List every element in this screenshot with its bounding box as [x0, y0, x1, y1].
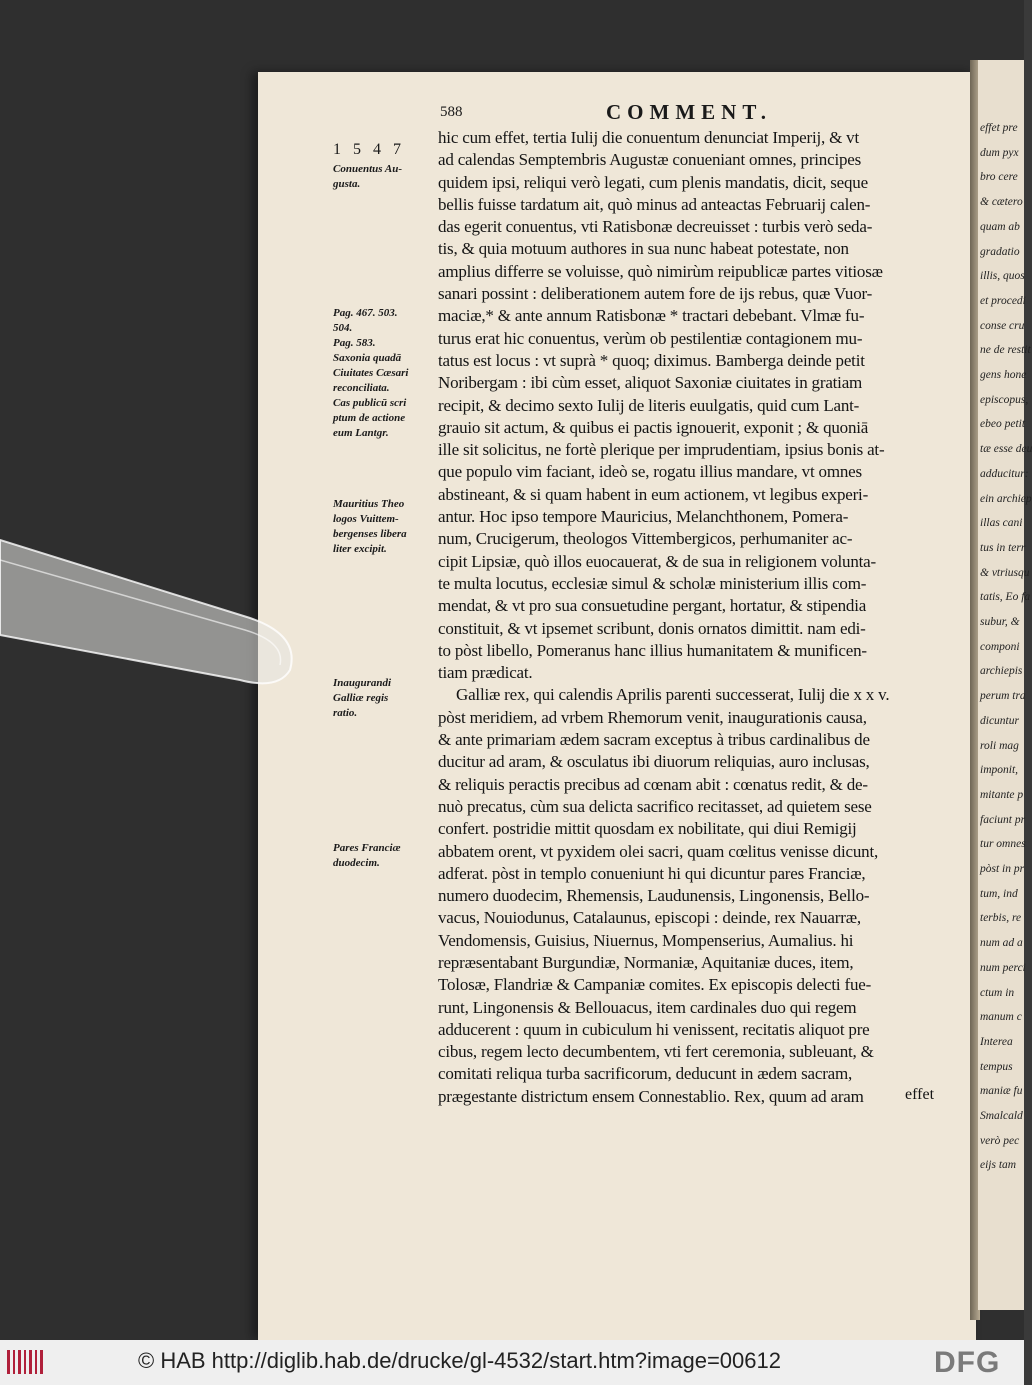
- facing-page-line: adducitur:: [980, 467, 1029, 480]
- facing-page-line: conse cru: [980, 319, 1025, 332]
- text-line: runt, Lingonensis & Bellouacus, item cardinales duo qui regem: [438, 997, 857, 1017]
- pointer-tool-image: [0, 540, 300, 690]
- footer-bar: [0, 1340, 1024, 1385]
- facing-page-line: imponit,: [980, 764, 1019, 777]
- facing-page: [978, 60, 1032, 1310]
- facing-page-line: dicuntur: [980, 714, 1019, 727]
- margin-note-1: [333, 162, 433, 192]
- text-line: quidem ipsi, reliqui verò legati, cum plenis mandatis, dicit, seque: [438, 172, 868, 192]
- text-line: maciæ,* & ante annum Ratisbonæ * tractari debebant. Vlmæ fu-: [438, 306, 865, 326]
- margin-note-5: [333, 841, 433, 871]
- facing-page-line: eijs tam: [980, 1159, 1017, 1172]
- text-line: tis, & quia motuum authores in sua nunc habeat potestate, non: [438, 239, 849, 259]
- facing-page-line: mitante p: [980, 788, 1024, 801]
- facing-page-line: verò pec: [980, 1134, 1020, 1147]
- margin-note-line: Saxonia quadā: [333, 352, 402, 364]
- text-line: & ante primariam ædem sacram exceptus à tribus cardinalibus de: [438, 730, 870, 750]
- facing-page-line: tur omnes: [980, 838, 1026, 851]
- text-line: nuò precatus, cùm sua delicta sacrifico recitasset, ad quietem sese: [438, 796, 872, 816]
- text-line: prægestante districtum ensem Connestablio. Rex, quum ad aram: [438, 1086, 864, 1106]
- text-line: Galliæ rex, qui calendis Aprilis parenti successerat, Iulij die x x v.: [456, 685, 890, 705]
- text-line: vacus, Nouiodunus, Catalaunus, episcopi : deinde, rex Nauarræ,: [438, 908, 861, 928]
- text-line: ducitur ad aram, & osculatus ibi diuorum reliquias, auro inclusas,: [438, 752, 870, 772]
- text-line: tatus est locus : vt suprà * quoq; diximus. Bamberga deinde petit: [438, 350, 865, 370]
- text-line: repræsentabant Burgundiæ, Normaniæ, Aquitaniæ duces, item,: [438, 952, 854, 972]
- text-line: grauio sit actum, & quibus ei pactis ignouerit, exponit ; & quoniā: [438, 417, 869, 437]
- facing-page-line: & vtriusqu: [980, 566, 1030, 579]
- text-line: antur. Hoc ipso tempore Mauricius, Melanchthonem, Pomera-: [438, 507, 849, 527]
- margin-year: 1547: [333, 141, 413, 158]
- facing-page-line: ne de restit: [980, 344, 1031, 357]
- facing-page-line: Smalcald: [980, 1110, 1023, 1122]
- text-line: tiam prædicat.: [438, 663, 533, 683]
- text-line: Noribergam : ibi cùm esset, aliquot Saxoniæ ciuitates in gratiam: [438, 373, 863, 393]
- facing-page-line: tatis, Eo fa: [980, 591, 1031, 604]
- text-line: abstineant, & si quam habent in eum actionem, vt legibus experi-: [438, 484, 869, 504]
- facing-page-line: illas cani: [980, 517, 1023, 530]
- catchword: effet: [905, 1086, 935, 1103]
- margin-note-line: Pares Franciæ: [333, 842, 401, 854]
- margin-note-line: Pag. 583.: [333, 337, 376, 349]
- text-line: cibus, regem lecto decumbentem, vti fert ceremonia, subleuant, &: [438, 1042, 874, 1062]
- text-line: te multa locutus, ecclesiæ simul & scholæ ministerium illis com-: [438, 573, 867, 593]
- margin-note-line: reconciliata.: [333, 382, 390, 394]
- page-number: 588: [440, 104, 463, 120]
- margin-note-line: Cas publicū scri: [333, 397, 407, 409]
- facing-page-line: perum tra: [980, 690, 1026, 703]
- text-line: turus erat hic conuentus, verùm ob pestilentiæ contagionem mu-: [438, 328, 863, 348]
- margin-note-line: Conuentus Au-: [333, 163, 402, 175]
- facing-page-line: illis, quos: [980, 270, 1025, 283]
- facing-page-line: dum pyx: [980, 146, 1019, 159]
- text-line: to pòst libello, Pomeranus hanc illius humanitatem & munificen-: [438, 640, 867, 660]
- text-line: & reliquis peractis precibus ad cœnam abit : cœnatus redit, & de-: [438, 774, 868, 794]
- text-line: Vendomensis, Guisius, Niuernus, Mompenserius, Aumalius. hi: [438, 930, 854, 950]
- margin-note-line: gusta.: [333, 178, 361, 190]
- margin-note-line: bergenses libera: [333, 528, 407, 540]
- text-line: recipit, & decimo sexto Iulij de literis euulgatis, quid cum Lant-: [438, 395, 860, 415]
- barcode-icon: [6, 1348, 46, 1376]
- margin-note-line: 504.: [333, 322, 353, 334]
- margin-note-4: [333, 676, 433, 721]
- margin-note-line: Galliæ regis: [333, 692, 389, 704]
- facing-page-line: quam ab: [980, 220, 1020, 233]
- margin-note-2: [333, 306, 433, 441]
- facing-page-line: et procedi: [980, 294, 1026, 307]
- facing-page-line: gens hone: [980, 369, 1027, 381]
- facing-page-line: maniæ fu: [980, 1085, 1023, 1098]
- facing-page-line: subur, &: [980, 616, 1020, 628]
- text-line: constituit, & vt ipsemet scribunt, donis ornatos dimittit. nam edi-: [438, 618, 866, 638]
- margin-note-3: [333, 497, 433, 557]
- margin-note-line: Mauritius Theo: [333, 498, 405, 510]
- dfg-logo: DFG: [934, 1346, 1001, 1379]
- facing-page-line: terbis, re: [980, 912, 1022, 925]
- text-line: num, Crucigerum, theologos Vittembergicos, perhumaniter ac-: [438, 529, 853, 549]
- text-line: mendat, & vt pro sua consuetudine pergant, hortatur, & stipendia: [438, 596, 867, 616]
- text-line: cipit Lipsiæ, quò illos euocauerat, & de sua in religionem volunta-: [438, 551, 876, 571]
- margin-note-line: logos Vuittem-: [333, 513, 399, 525]
- facing-page-line: tus in terr: [980, 541, 1026, 554]
- main-text: [438, 127, 958, 1108]
- facing-page-line: ein archiep: [980, 492, 1032, 505]
- text-line: adferat. pòst in templo conueniunt hi qui dicuntur pares Franciæ,: [438, 863, 866, 883]
- margin-note-line: duodecim.: [333, 857, 380, 869]
- text-line: sanari possint : deliberationem autem fore de ijs rebus, quæ Vuor-: [438, 284, 873, 304]
- margin-note-line: Inaugurandi: [333, 677, 392, 689]
- facing-page-line: Interea: [980, 1035, 1013, 1048]
- text-line: adducerent : quum in cubiculum hi venissent, recitatis aliquot pre: [438, 1019, 870, 1039]
- margin-note-line: Ciuitates Cæsari: [333, 367, 409, 379]
- facing-page-line: & cætero: [980, 196, 1023, 209]
- text-line: ad calendas Semptembris Augustæ conueniant omnes, principes: [438, 150, 862, 170]
- page-header: [440, 100, 773, 124]
- facing-page-line: num perci: [980, 961, 1026, 974]
- facing-page-line: manum c: [980, 1011, 1022, 1024]
- running-head: COMMENT.: [606, 100, 773, 124]
- text-line: das egerit conuentus, vti Ratisbonæ decreuisset : turbis verò seda-: [438, 217, 873, 237]
- facing-page-line: effet pre: [980, 122, 1018, 134]
- facing-page-line: pòst in pr: [980, 863, 1025, 875]
- text-line: numero duodecim, Rhemensis, Laudunensis, Lingonensis, Bello-: [438, 886, 870, 906]
- text-line: Tolosæ, Flandriæ & Campaniæ comites. Ex episcopis delecti fue-: [438, 975, 872, 995]
- text-line: pòst meridiem, ad vrbem Rhemorum venit, inaugurationis causa,: [438, 707, 867, 727]
- margin-note-line: Pag. 467. 503.: [333, 307, 398, 319]
- text-line: confert. postridie mittit quosdam ex nobilitate, qui diui Remigij: [438, 819, 857, 839]
- margin-note-line: liter excipit.: [333, 543, 387, 555]
- facing-page-line: num ad a: [980, 937, 1023, 950]
- facing-page-line: tempus: [980, 1060, 1013, 1073]
- text-line: hic cum effet, tertia Iulij die conuentum denunciat Imperij, & vt: [438, 128, 859, 147]
- facing-page-line: componi: [980, 640, 1020, 653]
- text-line: bellis fuisse tardatum ait, quò minus ad anteactas Februarij calen-: [438, 194, 871, 214]
- margin-note-line: ratio.: [333, 707, 358, 719]
- facing-page-line: episcopus,: [980, 393, 1029, 406]
- facing-page-line: ctum in: [980, 986, 1015, 999]
- facing-page-line: tæ esse deu: [980, 443, 1032, 456]
- facing-page-line: ebeo petit: [980, 418, 1026, 431]
- text-line: abbatem orent, vt pyxidem olei sacri, quam cœlitus venisse dicunt,: [438, 841, 879, 861]
- text-line: ille sit solicitus, ne fortè plerique per imprudentiam, ipsius bonis at-: [438, 440, 885, 460]
- facing-page-line: faciunt pr: [980, 813, 1026, 826]
- margin-note-line: ptum de actione: [333, 412, 406, 424]
- facing-page-line: archiepis: [980, 665, 1023, 678]
- margin-note-line: eum Lantgr.: [333, 427, 389, 439]
- facing-page-line: roli mag: [980, 739, 1019, 752]
- text-line: comitati reliqua turba sacrificorum, deducunt in ædem sacram,: [438, 1064, 853, 1084]
- facing-page-line: tum, ind: [980, 887, 1018, 900]
- facing-page-line: gradatio: [980, 245, 1020, 258]
- text-line: que populo vim faciant, ideò se, rogatu illius mandare, vt omnes: [438, 462, 862, 482]
- facing-page-line: bro cere: [980, 171, 1018, 184]
- copyright-url: © HAB http://diglib.hab.de/drucke/gl-4532/start.htm?image=00612: [138, 1348, 781, 1373]
- text-line: amplius differre se voluisse, quò nimirùm reipublicæ partes vitiosæ: [438, 261, 883, 281]
